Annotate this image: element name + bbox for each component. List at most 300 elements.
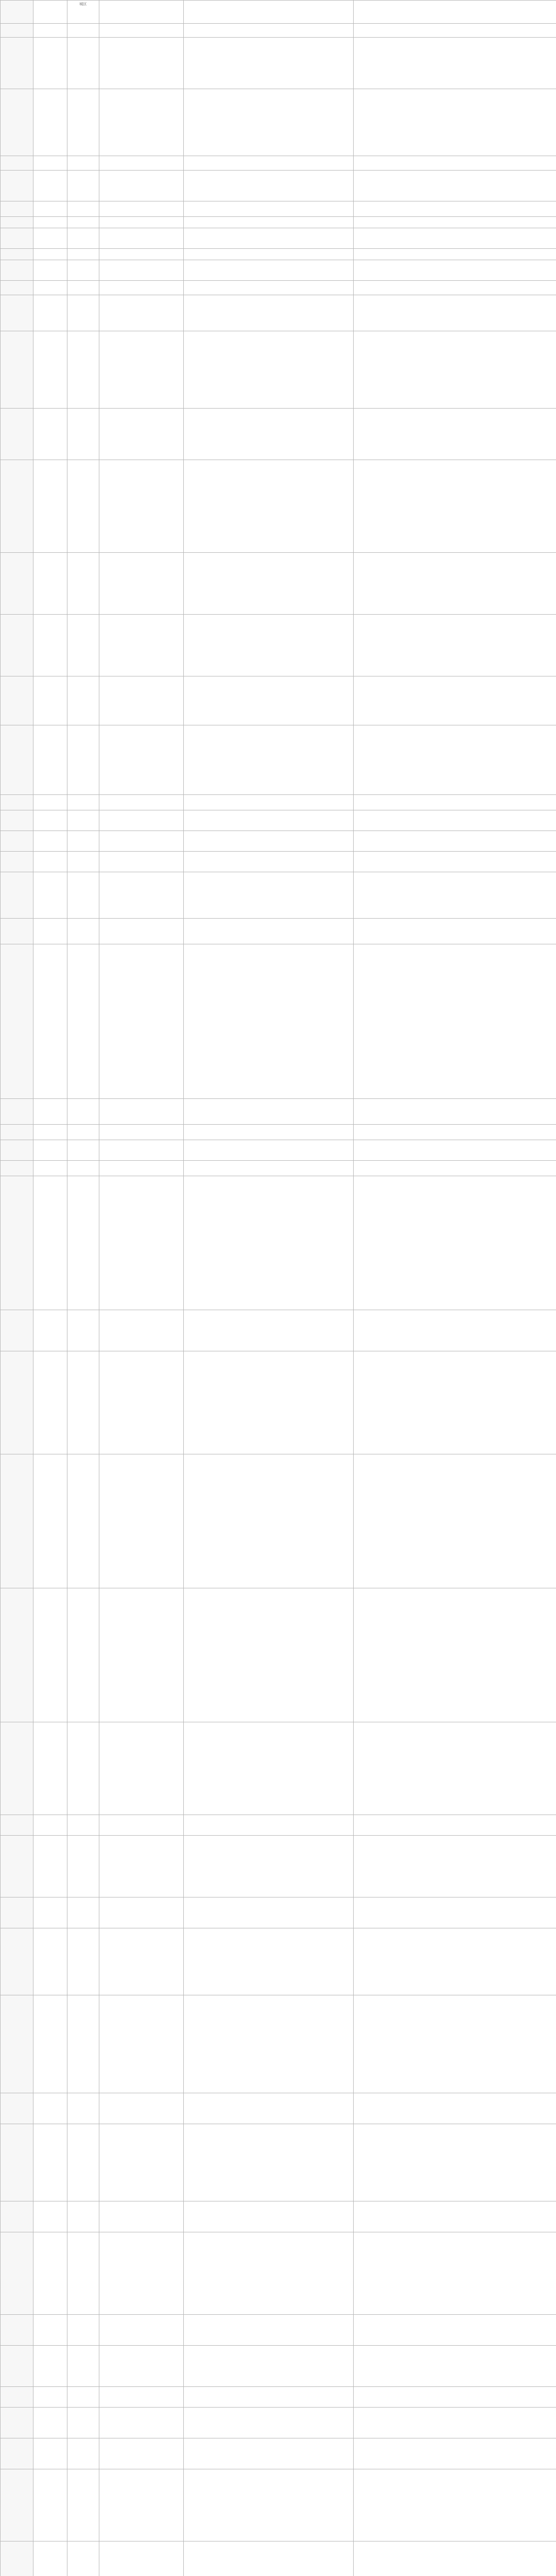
detail-cell	[184, 810, 354, 831]
table-row	[1, 2387, 556, 2408]
city-cell	[33, 260, 67, 281]
city-cell	[33, 2541, 67, 2576]
detail-cell	[184, 1351, 354, 1454]
province-cell	[1, 919, 33, 944]
city-cell	[33, 2124, 67, 2201]
province-cell	[1, 201, 33, 217]
extra-cell	[354, 2201, 556, 2232]
district-cell	[67, 409, 99, 460]
table-row	[1, 944, 556, 1099]
detail-cell	[184, 2408, 354, 2438]
table-row	[1, 1, 556, 24]
province-cell	[1, 1099, 33, 1125]
province-cell	[1, 1815, 33, 1836]
district-cell	[67, 260, 99, 281]
detail-cell	[184, 2438, 354, 2469]
extra-cell	[354, 460, 556, 553]
district-cell	[67, 1836, 99, 1897]
district-cell	[67, 295, 99, 331]
table-row	[1, 1995, 556, 2093]
province-cell	[1, 156, 33, 171]
district-cell	[67, 156, 99, 171]
city-cell	[33, 331, 67, 409]
province-cell	[1, 1161, 33, 1176]
detail-cell	[184, 676, 354, 725]
table-row	[1, 1815, 556, 1836]
detail-cell	[184, 1176, 354, 1310]
extra-cell	[354, 1454, 556, 1588]
district-cell	[67, 217, 99, 228]
requirement-cell	[99, 2315, 184, 2346]
extra-cell	[354, 1125, 556, 1140]
city-cell	[33, 2093, 67, 2124]
extra-cell	[354, 281, 556, 295]
table-row	[1, 919, 556, 944]
detail-cell	[184, 249, 354, 260]
table-row	[1, 1176, 556, 1310]
detail-cell	[184, 919, 354, 944]
city-cell	[33, 2315, 67, 2346]
city-cell	[33, 2408, 67, 2438]
detail-cell	[184, 2469, 354, 2541]
district-cell	[67, 2124, 99, 2201]
detail-cell	[184, 1099, 354, 1125]
requirement-cell	[99, 1310, 184, 1351]
requirement-cell	[99, 1140, 184, 1161]
district-cell	[67, 281, 99, 295]
extra-cell	[354, 795, 556, 810]
requirement-cell	[99, 919, 184, 944]
detail-cell	[184, 872, 354, 919]
district-cell	[67, 2232, 99, 2315]
province-cell	[1, 725, 33, 795]
table-row	[1, 2315, 556, 2346]
table-row	[1, 409, 556, 460]
province-cell	[1, 295, 33, 331]
requirement-cell	[99, 249, 184, 260]
province-cell	[1, 1897, 33, 1928]
extra-cell	[354, 89, 556, 156]
detail-cell	[184, 944, 354, 1099]
table-row	[1, 2201, 556, 2232]
requirement-cell	[99, 2093, 184, 2124]
province-cell	[1, 1588, 33, 1722]
detail-cell	[184, 460, 354, 553]
district-cell	[67, 615, 99, 676]
city-cell	[33, 1176, 67, 1310]
table-row	[1, 460, 556, 553]
table-row	[1, 171, 556, 201]
district-cell	[67, 89, 99, 156]
extra-cell	[354, 249, 556, 260]
requirement-cell	[99, 228, 184, 249]
extra-cell	[354, 2093, 556, 2124]
district-cell-text: 城区	[79, 2, 87, 6]
detail-cell	[184, 156, 354, 171]
extra-cell	[354, 1351, 556, 1454]
table-row	[1, 331, 556, 409]
city-cell	[33, 295, 67, 331]
extra-cell	[354, 171, 556, 201]
province-cell	[1, 38, 33, 89]
city-cell	[33, 1140, 67, 1161]
table-row	[1, 872, 556, 919]
city-cell	[33, 1454, 67, 1588]
district-cell	[67, 1161, 99, 1176]
requirement-cell	[99, 1995, 184, 2093]
extra-cell	[354, 1815, 556, 1836]
detail-cell	[184, 1454, 354, 1588]
city-cell	[33, 249, 67, 260]
detail-cell	[184, 852, 354, 872]
district-cell	[67, 171, 99, 201]
extra-cell	[354, 1722, 556, 1815]
table-row	[1, 249, 556, 260]
district-cell	[67, 1815, 99, 1836]
extra-cell	[354, 2232, 556, 2315]
detail-cell	[184, 1161, 354, 1176]
requirement-cell	[99, 872, 184, 919]
requirement-cell	[99, 38, 184, 89]
province-cell	[1, 2315, 33, 2346]
detail-cell	[184, 295, 354, 331]
extra-cell	[354, 810, 556, 831]
detail-cell	[184, 1897, 354, 1928]
extra-cell	[354, 2541, 556, 2576]
province-cell	[1, 24, 33, 38]
district-cell	[67, 553, 99, 615]
extra-cell	[354, 1310, 556, 1351]
province-cell	[1, 217, 33, 228]
province-cell	[1, 615, 33, 676]
table-row	[1, 2093, 556, 2124]
district-cell	[67, 201, 99, 217]
extra-cell	[354, 409, 556, 460]
table-row	[1, 1161, 556, 1176]
city-cell	[33, 156, 67, 171]
extra-cell	[354, 852, 556, 872]
extra-cell	[354, 919, 556, 944]
requirement-cell	[99, 295, 184, 331]
district-cell	[67, 2469, 99, 2541]
table-row	[1, 831, 556, 852]
province-cell	[1, 1176, 33, 1310]
district-cell	[67, 1995, 99, 2093]
city-cell	[33, 2438, 67, 2469]
requirement-cell	[99, 615, 184, 676]
city-cell	[33, 1836, 67, 1897]
requirement-cell	[99, 409, 184, 460]
table-row	[1, 725, 556, 795]
city-cell	[33, 553, 67, 615]
table-row	[1, 1140, 556, 1161]
requirement-cell	[99, 1815, 184, 1836]
province-cell	[1, 228, 33, 249]
province-cell	[1, 2541, 33, 2576]
detail-cell	[184, 615, 354, 676]
district-cell	[67, 1125, 99, 1140]
city-cell	[33, 2201, 67, 2232]
table-row	[1, 201, 556, 217]
province-cell	[1, 1928, 33, 1995]
province-cell	[1, 2093, 33, 2124]
province-cell	[1, 460, 33, 553]
city-cell	[33, 1099, 67, 1125]
district-cell	[67, 725, 99, 795]
table-row	[1, 1836, 556, 1897]
district-cell	[67, 2438, 99, 2469]
extra-cell	[354, 1897, 556, 1928]
province-cell	[1, 1454, 33, 1588]
district-cell	[67, 919, 99, 944]
district-cell	[67, 944, 99, 1099]
detail-cell	[184, 553, 354, 615]
province-cell	[1, 171, 33, 201]
district-cell	[67, 2346, 99, 2387]
detail-cell	[184, 1836, 354, 1897]
table-row	[1, 615, 556, 676]
city-cell	[33, 831, 67, 852]
extra-cell	[354, 2315, 556, 2346]
city-cell	[33, 919, 67, 944]
district-cell	[67, 1588, 99, 1722]
province-cell	[1, 676, 33, 725]
province-cell	[1, 810, 33, 831]
district-cell	[67, 1454, 99, 1588]
detail-cell	[184, 217, 354, 228]
detail-cell	[184, 228, 354, 249]
requirement-cell	[99, 217, 184, 228]
requirement-cell	[99, 553, 184, 615]
detail-cell	[184, 409, 354, 460]
extra-cell	[354, 1161, 556, 1176]
city-cell	[33, 944, 67, 1099]
requirement-cell	[99, 944, 184, 1099]
extra-cell	[354, 725, 556, 795]
extra-cell	[354, 24, 556, 38]
extra-cell	[354, 331, 556, 409]
city-cell	[33, 38, 67, 89]
table-row	[1, 217, 556, 228]
detail-cell	[184, 2124, 354, 2201]
province-cell	[1, 1140, 33, 1161]
extra-cell	[354, 228, 556, 249]
city-cell	[33, 810, 67, 831]
city-cell	[33, 1897, 67, 1928]
table-row	[1, 810, 556, 831]
extra-cell	[354, 944, 556, 1099]
detail-cell	[184, 2093, 354, 2124]
requirement-cell	[99, 795, 184, 810]
city-cell	[33, 1, 67, 24]
table-row	[1, 1125, 556, 1140]
detail-cell	[184, 1310, 354, 1351]
table-row	[1, 1588, 556, 1722]
requirement-cell	[99, 1125, 184, 1140]
city-cell	[33, 1995, 67, 2093]
province-cell	[1, 2232, 33, 2315]
province-cell	[1, 795, 33, 810]
table-row	[1, 24, 556, 38]
detail-cell	[184, 2232, 354, 2315]
detail-cell	[184, 89, 354, 156]
district-cell	[67, 1928, 99, 1995]
table-row	[1, 676, 556, 725]
detail-cell	[184, 1722, 354, 1815]
extra-cell	[354, 2387, 556, 2408]
city-cell	[33, 1722, 67, 1815]
extra-cell	[354, 553, 556, 615]
district-cell	[67, 24, 99, 38]
province-cell	[1, 852, 33, 872]
requirement-cell	[99, 1722, 184, 1815]
province-cell	[1, 89, 33, 156]
extra-cell	[354, 156, 556, 171]
extra-cell	[354, 1176, 556, 1310]
requirement-cell	[99, 1099, 184, 1125]
requirement-cell	[99, 331, 184, 409]
extra-cell	[354, 1995, 556, 2093]
detail-cell	[184, 2315, 354, 2346]
city-cell	[33, 676, 67, 725]
requirement-cell	[99, 201, 184, 217]
district-cell	[67, 2201, 99, 2232]
district-cell	[67, 460, 99, 553]
detail-cell	[184, 831, 354, 852]
province-cell	[1, 2408, 33, 2438]
extra-cell	[354, 615, 556, 676]
detail-cell	[184, 1140, 354, 1161]
extra-cell	[354, 260, 556, 281]
city-cell	[33, 1161, 67, 1176]
extra-cell	[354, 2346, 556, 2387]
table-row	[1, 281, 556, 295]
district-cell	[67, 1722, 99, 1815]
district-cell	[67, 872, 99, 919]
district-cell	[67, 1310, 99, 1351]
province-cell	[1, 2387, 33, 2408]
city-cell	[33, 1928, 67, 1995]
table-row	[1, 1928, 556, 1995]
province-cell	[1, 2201, 33, 2232]
city-cell	[33, 460, 67, 553]
extra-cell	[354, 1836, 556, 1897]
extra-cell	[354, 1099, 556, 1125]
requirement-cell	[99, 2346, 184, 2387]
requirement-cell	[99, 2201, 184, 2232]
requirement-cell	[99, 2232, 184, 2315]
requirement-cell	[99, 2469, 184, 2541]
detail-cell	[184, 281, 354, 295]
district-cell	[67, 228, 99, 249]
detail-cell	[184, 2346, 354, 2387]
detail-cell	[184, 1125, 354, 1140]
table-row	[1, 156, 556, 171]
requirement-cell	[99, 2438, 184, 2469]
province-cell	[1, 2438, 33, 2469]
requirement-cell	[99, 260, 184, 281]
extra-cell	[354, 201, 556, 217]
city-cell	[33, 217, 67, 228]
detail-cell	[184, 1928, 354, 1995]
requirement-cell	[99, 831, 184, 852]
table-body	[1, 1, 556, 2576]
detail-cell	[184, 201, 354, 217]
requirement-cell	[99, 852, 184, 872]
table-row	[1, 1722, 556, 1815]
city-cell	[33, 615, 67, 676]
city-cell	[33, 1588, 67, 1722]
province-cell	[1, 1836, 33, 1897]
city-cell	[33, 2232, 67, 2315]
detail-cell	[184, 1, 354, 24]
table-row	[1, 1351, 556, 1454]
province-cell	[1, 1125, 33, 1140]
detail-cell	[184, 24, 354, 38]
extra-cell	[354, 872, 556, 919]
district-cell	[67, 1, 99, 24]
requirement-cell	[99, 2387, 184, 2408]
province-cell	[1, 1310, 33, 1351]
requirement-cell	[99, 810, 184, 831]
city-cell	[33, 795, 67, 810]
district-cell	[67, 1351, 99, 1454]
detail-cell	[184, 795, 354, 810]
detail-cell	[184, 331, 354, 409]
table-row	[1, 2469, 556, 2541]
table-row	[1, 1897, 556, 1928]
requirement-cell	[99, 1928, 184, 1995]
district-cell	[67, 2315, 99, 2346]
district-cell	[67, 2093, 99, 2124]
requirement-cell	[99, 1351, 184, 1454]
province-cell	[1, 1, 33, 24]
district-cell	[67, 331, 99, 409]
extra-cell	[354, 1928, 556, 1995]
extra-cell	[354, 295, 556, 331]
district-cell	[67, 795, 99, 810]
city-cell	[33, 24, 67, 38]
extra-cell	[354, 38, 556, 89]
city-cell	[33, 2346, 67, 2387]
city-cell	[33, 171, 67, 201]
detail-cell	[184, 38, 354, 89]
requirement-cell	[99, 2541, 184, 2576]
province-cell	[1, 409, 33, 460]
district-cell	[67, 676, 99, 725]
requirement-cell	[99, 2408, 184, 2438]
district-cell	[67, 2541, 99, 2576]
requirement-cell	[99, 156, 184, 171]
city-cell	[33, 725, 67, 795]
extra-cell	[354, 676, 556, 725]
district-cell	[67, 1099, 99, 1125]
table-row	[1, 1099, 556, 1125]
district-cell	[67, 1897, 99, 1928]
table-row	[1, 89, 556, 156]
requirement-cell	[99, 676, 184, 725]
requirement-cell	[99, 1, 184, 24]
requirement-cell	[99, 1588, 184, 1722]
table-row	[1, 2232, 556, 2315]
table-row	[1, 2408, 556, 2438]
detail-cell	[184, 2387, 354, 2408]
table-row	[1, 260, 556, 281]
city-cell	[33, 201, 67, 217]
requirement-cell	[99, 1897, 184, 1928]
extra-cell	[354, 1, 556, 24]
requirement-cell	[99, 281, 184, 295]
